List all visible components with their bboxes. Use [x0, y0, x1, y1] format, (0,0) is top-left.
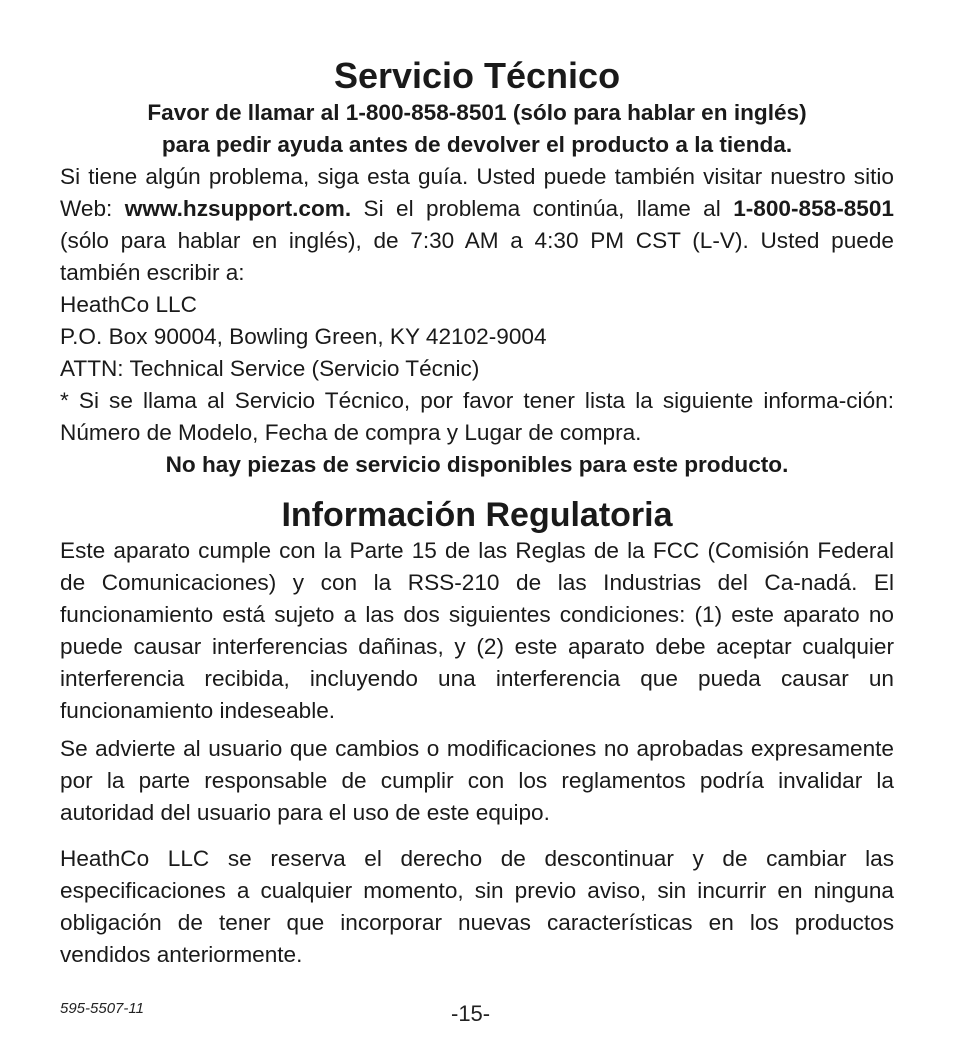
service-text-a: Si tiene algún problema, siga esta guía. Usted puede también visitar nuestro sitio Web: — [60, 164, 894, 221]
regulatory-paragraph-1: Este aparato cumple con la Parte 15 de las Reglas de la FCC (Comisión Federal de Comunicaciones) y con la RSS-210 de las Industrias del Ca-nadá. El funcionamiento está sujeto a las dos siguientes condiciones: (1) este aparato no puede causar interferencias dañinas, y (2) este aparato debe aceptar cualquier interferencia recibida, incluyendo una interferencia que pueda causar un funcionamiento indeseable. — [60, 538, 894, 723]
page-number: -15- — [451, 1001, 491, 1026]
service-text-b: Si el problema continúa, llame al — [351, 196, 734, 221]
address-line-2: P.O. Box 90004, Bowling Green, KY 42102-9004 — [60, 324, 547, 349]
document-code: 595-5507-11 — [60, 1000, 144, 1017]
regulatory-paragraph-3: HeathCo LLC se reserva el derecho de descontinuar y de cambiar las especificaciones a cualquier momento, sin previo aviso, sin incurrir en ninguna obligación de tener que incorporar nuevas características en los productos vendidos anteriormente. — [60, 846, 894, 967]
service-paragraph — [60, 161, 894, 289]
call-line-2: para pedir ayuda antes de devolver el producto a la tienda. — [161, 132, 793, 157]
page-content — [60, 55, 894, 971]
no-parts-notice: No hay piezas de servicio disponibles para este producto. — [165, 452, 789, 477]
regulatory-paragraph-2: Se advierte al usuario que cambios o modificaciones no aprobadas expresamente por la parte responsable de cumplir con los reglamentos podría invalidar la autoridad del usuario para el uso de este equipo. — [60, 736, 894, 825]
phone-number: 1-800-858-8501 — [733, 196, 894, 221]
service-note: * Si se llama al Servicio Técnico, por favor tener lista la siguiente informa-ción: Número de Modelo, Fecha de compra y Lugar de compra. — [60, 388, 894, 445]
regulatory-title: Información Regulatoria — [281, 496, 673, 534]
service-text-c: (sólo para hablar en inglés), de 7:30 AM a 4:30 PM CST (L-V). Usted puede también escribir a: — [60, 228, 894, 285]
website-link[interactable]: www.hzsupport.com. — [124, 196, 352, 221]
address-line-1: HeathCo LLC — [60, 292, 197, 317]
service-title: Servicio Técnico — [333, 55, 621, 96]
address-line-3: ATTN: Technical Service (Servicio Técnic) — [60, 356, 480, 381]
call-line-1: Favor de llamar al 1-800-858-8501 (sólo para hablar en inglés) — [147, 100, 807, 125]
